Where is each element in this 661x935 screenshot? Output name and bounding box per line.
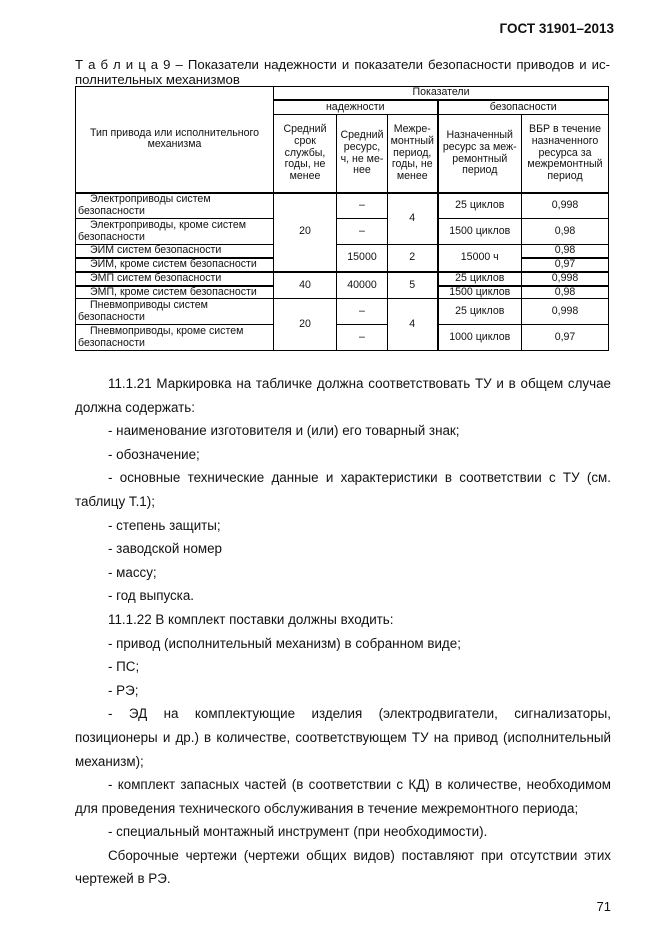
list-item: - основные технические данные и характеристики в соответствии с ТУ (см. таблицу Т.1); bbox=[75, 470, 611, 509]
cell-resource: – bbox=[337, 299, 388, 325]
page-number: 71 bbox=[596, 899, 611, 914]
list-item: - ЭД на комплектующие изделия (электродвигатели, сигнализаторы, позиционеры и др.) в количестве, соответствующем ТУ на привод (исполнительный механизм); bbox=[75, 706, 611, 769]
table-row bbox=[76, 272, 609, 286]
cell-overhaul: 4 bbox=[388, 193, 438, 245]
cell-resource: – bbox=[337, 219, 388, 245]
cell-resource: 40000 bbox=[337, 272, 388, 299]
cell-vbr: 0,998 bbox=[522, 272, 609, 286]
header-service-life: Средний срок службы, годы, не менее bbox=[274, 115, 337, 193]
cell-vbr: 0,998 bbox=[522, 193, 609, 219]
cell-assigned: 25 циклов bbox=[438, 193, 522, 219]
table-row bbox=[76, 325, 609, 351]
cell-life: 40 bbox=[274, 272, 337, 299]
body-text bbox=[75, 372, 611, 891]
row-name: ЭИМ систем безопасности bbox=[76, 245, 274, 258]
cell-vbr: 0,97 bbox=[522, 325, 609, 351]
list-item: - РЭ; bbox=[108, 682, 139, 698]
cell-assigned: 25 циклов bbox=[438, 272, 522, 286]
list-item: - ПС; bbox=[108, 659, 140, 675]
cell-life: 20 bbox=[274, 299, 337, 351]
header-vbr: ВБР в течение назначенного ресурса за межремонтный период bbox=[522, 115, 609, 193]
list-item: - степень защиты; bbox=[108, 517, 221, 533]
cell-vbr: 0,98 bbox=[522, 219, 609, 245]
row-name: ЭМП систем безопасности bbox=[76, 272, 274, 286]
table-row bbox=[76, 299, 609, 325]
list-item: - наименование изготовителя и (или) его товарный знак; bbox=[108, 423, 460, 439]
row-name: Электроприводы, кроме систем безопасности bbox=[76, 219, 274, 245]
list-item: - массу; bbox=[108, 564, 157, 580]
row-name: Пневмоприводы, кроме систем безопасности bbox=[76, 325, 274, 351]
table-caption-line2: полнительных механизмов bbox=[75, 72, 240, 87]
list-item: - обозначение; bbox=[108, 446, 200, 462]
cell-life: 20 bbox=[274, 193, 337, 272]
cell-assigned: 1500 циклов bbox=[438, 219, 522, 245]
cell-assigned: 15000 ч bbox=[438, 245, 522, 272]
paragraph-11-1-21: 11.1.21 Маркировка на табличке должна соответствовать ТУ и в общем случае должна содержать: bbox=[75, 376, 611, 415]
header-resource: Средний ресурс, ч, не ме- нее bbox=[337, 115, 388, 193]
paragraph-drawings: Сборочные чертежи (чертежи общих видов) поставляют при отсутствии этих чертежей в РЭ. bbox=[75, 847, 611, 887]
header-indicators: Показатели bbox=[274, 87, 609, 100]
paragraph-11-1-22: 11.1.22 В комплект поставки должны входить: bbox=[108, 611, 394, 627]
cell-resource: – bbox=[337, 325, 388, 351]
cell-assigned: 1000 циклов bbox=[438, 325, 522, 351]
table-caption-line1: Т а б л и ц а 9 – Показатели надежности и показатели безопасности приводов и ис- bbox=[75, 57, 610, 72]
list-item: - привод (исполнительный механизм) в собранном виде; bbox=[108, 635, 461, 651]
cell-resource: 15000 bbox=[337, 245, 388, 272]
cell-overhaul: 4 bbox=[388, 299, 438, 351]
header-overhaul: Межре- монтный период, годы, не менее bbox=[388, 115, 438, 193]
row-name: ЭМП, кроме систем безопасности bbox=[76, 286, 274, 299]
header-safety: безопасности bbox=[438, 100, 609, 115]
cell-overhaul: 5 bbox=[388, 272, 438, 299]
cell-assigned: 1500 циклов bbox=[438, 286, 522, 299]
standard-header: ГОСТ 31901–2013 bbox=[499, 21, 614, 36]
cell-resource: – bbox=[337, 193, 388, 219]
row-name: ЭИМ, кроме систем безопасности bbox=[76, 258, 274, 272]
cell-vbr: 0,998 bbox=[522, 299, 609, 325]
cell-vbr: 0,98 bbox=[522, 245, 609, 258]
reliability-safety-table bbox=[75, 86, 609, 351]
table-row bbox=[76, 193, 609, 219]
table-row bbox=[76, 245, 609, 258]
row-name: Электроприводы систем безопасности bbox=[76, 193, 274, 219]
cell-overhaul: 2 bbox=[388, 245, 438, 272]
list-item: - комплект запасных частей (в соответствии с КД) в количестве, необходимом для проведения технического обслуживания в течение межремонтного периода; bbox=[75, 777, 611, 816]
cell-vbr: 0,98 bbox=[522, 286, 609, 299]
list-item: - специальный монтажный инструмент (при необходимости). bbox=[108, 824, 488, 840]
row-name: Пневмоприводы систем безопасности bbox=[76, 299, 274, 325]
list-item: - год выпуска. bbox=[108, 588, 195, 604]
cell-vbr: 0,97 bbox=[522, 258, 609, 272]
header-type: Тип привода или исполнительного механизма bbox=[76, 87, 274, 193]
cell-assigned: 25 циклов bbox=[438, 299, 522, 325]
table-row bbox=[76, 219, 609, 245]
table-caption bbox=[75, 57, 610, 87]
header-assigned: Назначенный ресурс за меж- ремонтный период bbox=[438, 115, 522, 193]
header-reliability: надежности bbox=[274, 100, 438, 115]
list-item: - заводской номер bbox=[108, 541, 222, 557]
